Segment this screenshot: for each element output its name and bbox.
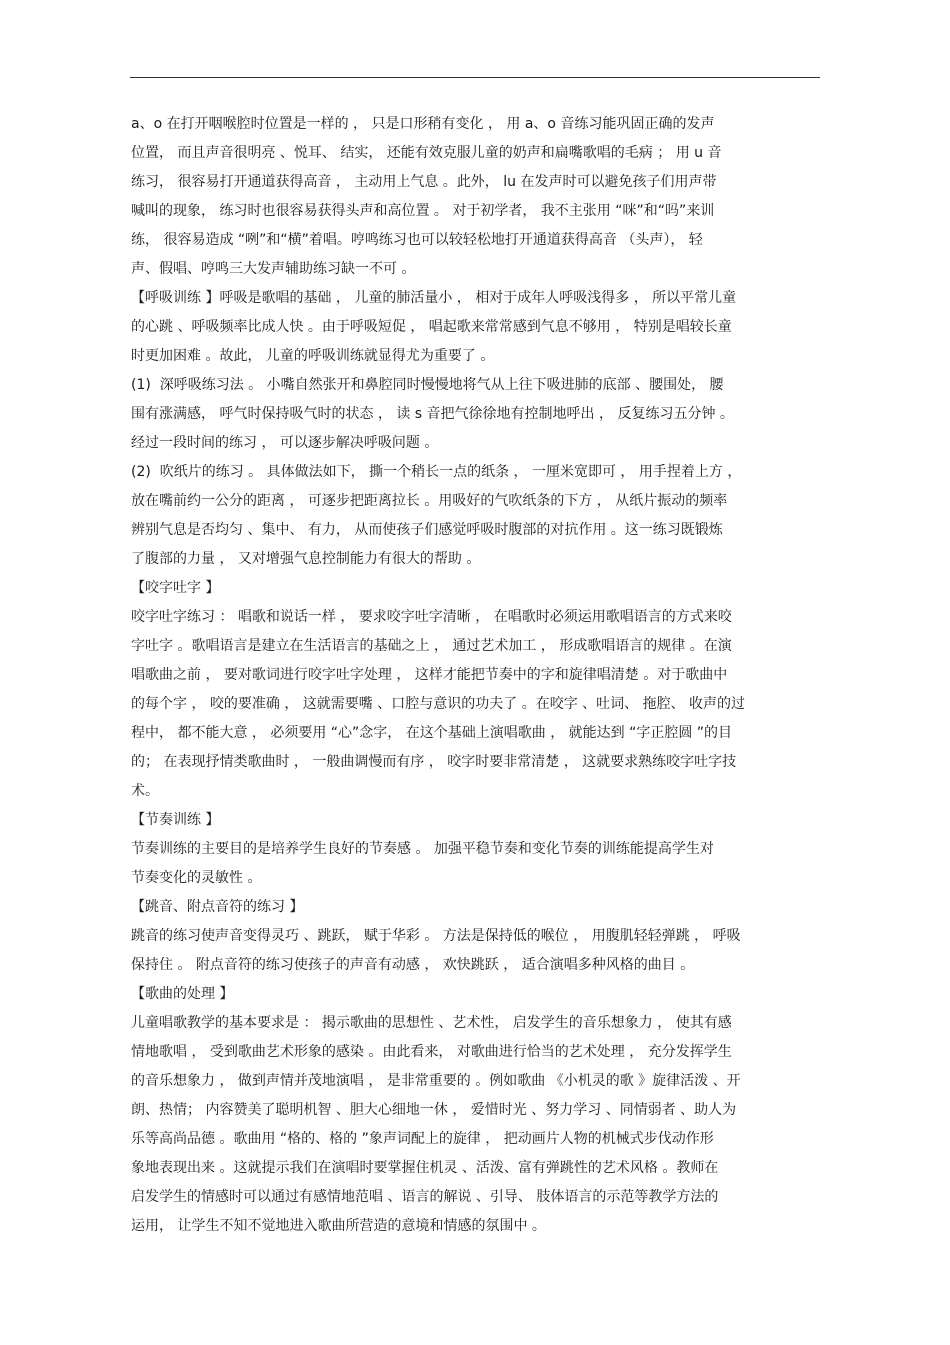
text-line: 术。 — [131, 783, 159, 799]
text-line: 乐等高尚品德 。歌曲用 “格的、格的 ”象声词配上的旋律 ， 把动画片人物的机械式步伐动作形 — [131, 1131, 714, 1147]
section-heading-articulation: 【咬字吐字 】 — [131, 580, 220, 596]
text-line: a、o 在打开咽喉腔时位置是一样的 ， 只是口形稍有变化 ， 用 a、o 音练习能巩固正确的发声 — [131, 116, 715, 132]
text-line: 咬字吐字练习 ： 唱歌和说话一样 ， 要求咬字吐字清晰 ， 在唱歌时必须运用歌唱语言的方式来咬 — [131, 609, 732, 625]
text-line: 程中， 都不能大意 ， 必须要用 “心”念字， 在这个基础上演唱歌曲 ， 就能达到 “字正腔圆 ”的目 — [131, 725, 733, 741]
text-line: 字吐字 。歌唱语言是建立在生活语言的基础之上 ， 通过艺术加工 ， 形成歌唱语言的规律 。在演 — [131, 638, 732, 654]
document-body — [131, 110, 831, 1241]
text-line: 的； 在表现抒情类歌曲时 ， 一般曲调慢而有序 ， 咬字时要非常清楚 ， 这就要求熟练咬字吐字技 — [131, 754, 737, 770]
text-line: 跳音的练习使声音变得灵巧 、跳跃， 赋于华彩 。 方法是保持低的喉位 ， 用腹肌轻轻弹跳 ， 呼吸 — [131, 928, 741, 944]
text-line: 节奏变化的灵敏性 。 — [131, 870, 262, 886]
header-rule — [130, 77, 820, 78]
text-line: 声、假唱、哼鸣三大发声辅助练习缺一不可 。 — [131, 261, 416, 277]
text-line: 唱歌曲之前 ， 要对歌词进行咬字吐字处理 ， 这样才能把节奏中的字和旋律唱清楚 。对于歌曲中 — [131, 667, 728, 683]
text-line: 的心跳 、呼吸频率比成人快 。由于呼吸短促 ， 唱起歌来常常感到气息不够用 ， 特别是唱较长童 — [131, 319, 732, 335]
text-line: 了腹部的力量 ， 又对增强气息控制能力有很大的帮助 。 — [131, 551, 481, 567]
text-line: 情地歌唱 ， 受到歌曲艺术形象的感染 。由此看来， 对歌曲进行恰当的艺术处理 ， 充分发挥学生 — [131, 1044, 732, 1060]
text-line: 围有涨满感， 呼气时保持吸气时的状态 ， 读 s 音把气徐徐地有控制地呼出 ， 反复练习五分钟 。 — [131, 406, 734, 422]
text-line: 时更加困难 。故此， 儿童的呼吸训练就显得尤为重要了 。 — [131, 348, 495, 364]
text-line: 辨别气息是否均匀 、集中、 有力， 从而使孩子们感觉呼吸时腹部的对抗作用 。这一练习既锻炼 — [131, 522, 723, 538]
text-line: 象地表现出来 。这就提示我们在演唱时要掌握住机灵 、活泼、富有弹跳性的艺术风格 。教师在 — [131, 1160, 719, 1176]
text-line: 保持住 。 附点音符的练习使孩子的声音有动感 ， 欢快跳跃 ， 适合演唱多种风格的曲目 。 — [131, 957, 695, 973]
list-item-deep-breathing: (1) 深呼吸练习法 。 小嘴自然张开和鼻腔同时慢慢地将气从上往下吸进肺的底部 、腰围处， 腰 — [131, 377, 724, 393]
text-line: 练习， 很容易打开通道获得高音 ， 主动用上气息 。此外， lu 在发声时可以避免孩子们用声带 — [131, 174, 717, 190]
text-line: 启发学生的情感时可以通过有感情地范唱 、语言的解说 、引导、 肢体语言的示范等教学方法的 — [131, 1189, 719, 1205]
text-line: 放在嘴前约一公分的距离 ， 可逐步把距离拉长 。用吸好的气吹纸条的下方 ， 从纸片振动的频率 — [131, 493, 728, 509]
text-line: 练， 很容易造成 “咧”和“横”着唱。哼鸣练习也可以较轻松地打开通道获得高音 （头声）， 轻 — [131, 232, 703, 248]
text-line: 的音乐想象力 ， 做到声情并茂地演唱 ， 是非常重要的 。例如歌曲 《小机灵的歌 》旋律活泼 、开 — [131, 1073, 741, 1089]
section-heading-rhythm: 【节奏训练 】 — [131, 812, 220, 828]
text-line: 朗、热情； 内容赞美了聪明机智 、胆大心细地一休 ， 爱惜时光 、努力学习 、同情弱者 、助人为 — [131, 1102, 737, 1118]
text-line: 的每个字 ， 咬的要准确 ， 这就需要嘴 、口腔与意识的功夫了 。在咬字 、吐词、 拖腔、 收声的过 — [131, 696, 746, 712]
text-line: 儿童唱歌教学的基本要求是 ： 揭示歌曲的思想性 、艺术性， 启发学生的音乐想象力 ， 使其有感 — [131, 1015, 732, 1031]
text-line: 喊叫的现象， 练习时也很容易获得头声和高位置 。 对于初学者， 我不主张用 “咪”和“吗”来训 — [131, 203, 715, 219]
text-line: 运用， 让学生不知不觉地进入歌曲所营造的意境和情感的氛围中 。 — [131, 1218, 546, 1234]
text-line: 经过一段时间的练习 ， 可以逐步解决呼吸问题 。 — [131, 435, 439, 451]
text-line: 位置， 而且声音很明亮 、悦耳、 结实， 还能有效克服儿童的奶声和扁嘴歌唱的毛病 ； 用 u 音 — [131, 145, 722, 161]
section-heading-breathing: 【呼吸训练 】呼吸是歌唱的基础 ， 儿童的肺活量小 ， 相对于成年人呼吸浅得多 ， 所以平常儿童 — [131, 290, 737, 306]
section-heading-song-handling: 【歌曲的处理 】 — [131, 986, 234, 1002]
text-line: 节奏训练的主要目的是培养学生良好的节奏感 。 加强平稳节奏和变化节奏的训练能提高学生对 — [131, 841, 714, 857]
section-heading-staccato: 【跳音、附点音符的练习 】 — [131, 899, 304, 915]
list-item-paper-blowing: (2) 吹纸片的练习 。 具体做法如下， 撕一个稍长一点的纸条 ， 一厘米宽即可 ， 用手捏着上方 ， — [131, 464, 742, 480]
